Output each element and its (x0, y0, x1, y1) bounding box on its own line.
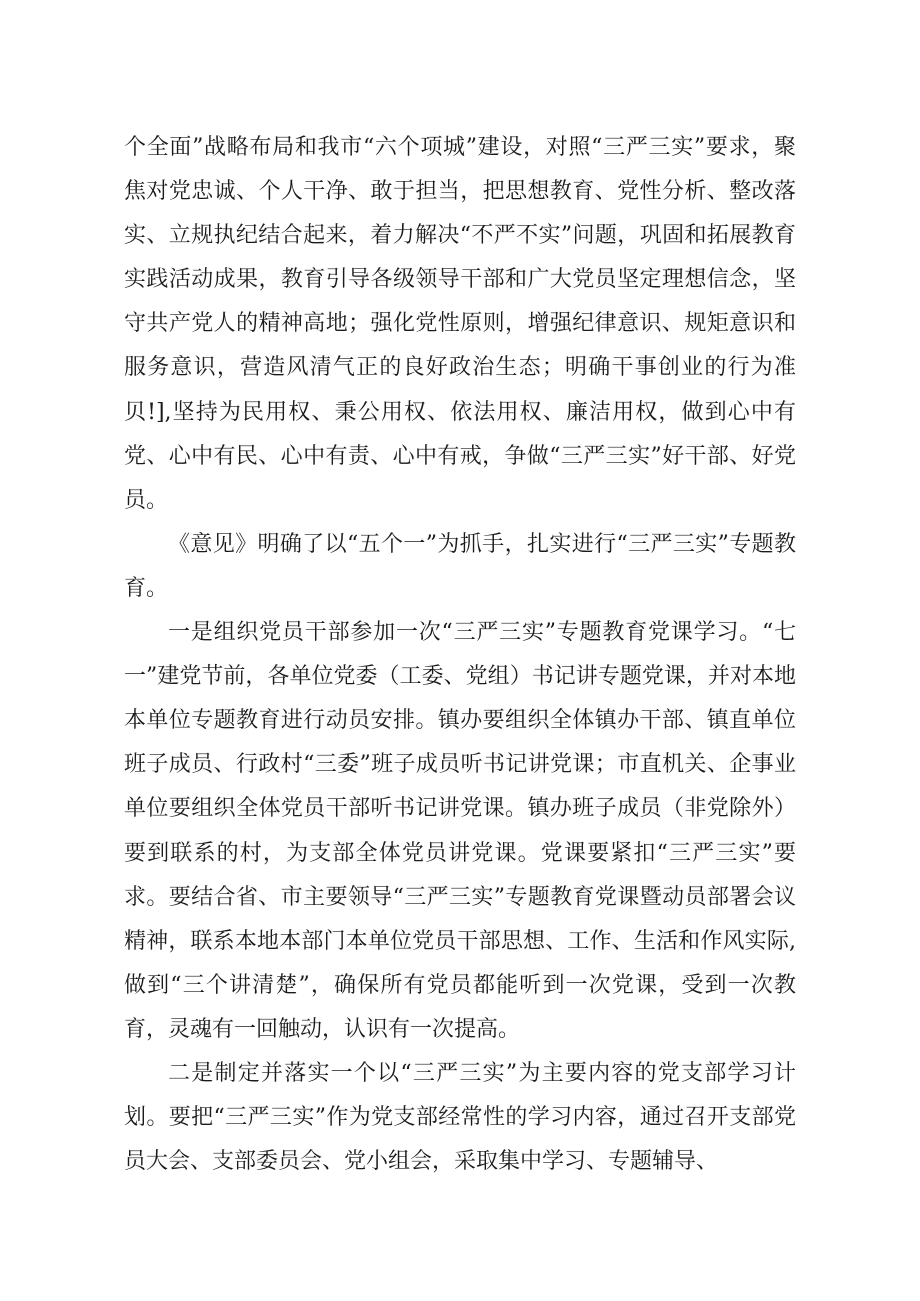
document-body (124, 126, 796, 1184)
paragraph-2: 《意见》明确了以“五个一”为抓手，扎实进行“三严三实”专题教育。 (124, 531, 796, 601)
paragraph-3: 一是组织党员干部参加一次“三严三实”专题教育党课学习。“七一”建党节前，各单位党委（工委、党组）书记讲专题党课，并对本地本单位专题教育进行动员安排。镇办要组织全体镇办干部、镇直单位班子成员、行政村“三委”班子成员听书记讲党课；市直机关、企事业单位要组织全体党员干部听书记讲党课。镇办班子成员（非党除外）要到联系的村，为支部全体党员讲党课。党课要紧扣“三严三实”要求。要结合省、市主要领导“三严三实”专题教育党课暨动员部署会议精神，联系本地本部门本单位党员干部思想、工作、生活和作风实际,做到“三个讲清楚”，确保所有党员都能听到一次党课，受到一次教育，灵魂有一回触动，认识有一次提高。 (124, 620, 796, 1042)
paragraph-1: 个全面”战略布局和我市“六个项城”建设，对照“三严三实”要求，聚焦对党忠诚、个人干净、敢于担当，把思想教育、党性分析、整改落实、立规执纪结合起来，着力解决“不严不实”问题，巩固和拓展教育实践活动成果，教育引导各级领导干部和广大党员坚定理想信念，坚守共产党人的精神高地；强化党性原则，增强纪律意识、规矩意识和服务意识，营造风清气正的良好政治生态；明确干事创业的行为准贝!],坚持为民用权、秉公用权、依法用权、廉洁用权，做到心中有党、心中有民、心中有责、心中有戒，争做“三严三实”好干部、好党员。 (124, 135, 796, 513)
paragraph-4: 二是制定并落实一个以“三严三实”为主要内容的党支部学习计划。要把“三严三实”作为党支部经常性的学习内容，通过召开支部党员大会、支部委员会、党小组会，采取集中学习、专题辅导、 (124, 1060, 796, 1175)
